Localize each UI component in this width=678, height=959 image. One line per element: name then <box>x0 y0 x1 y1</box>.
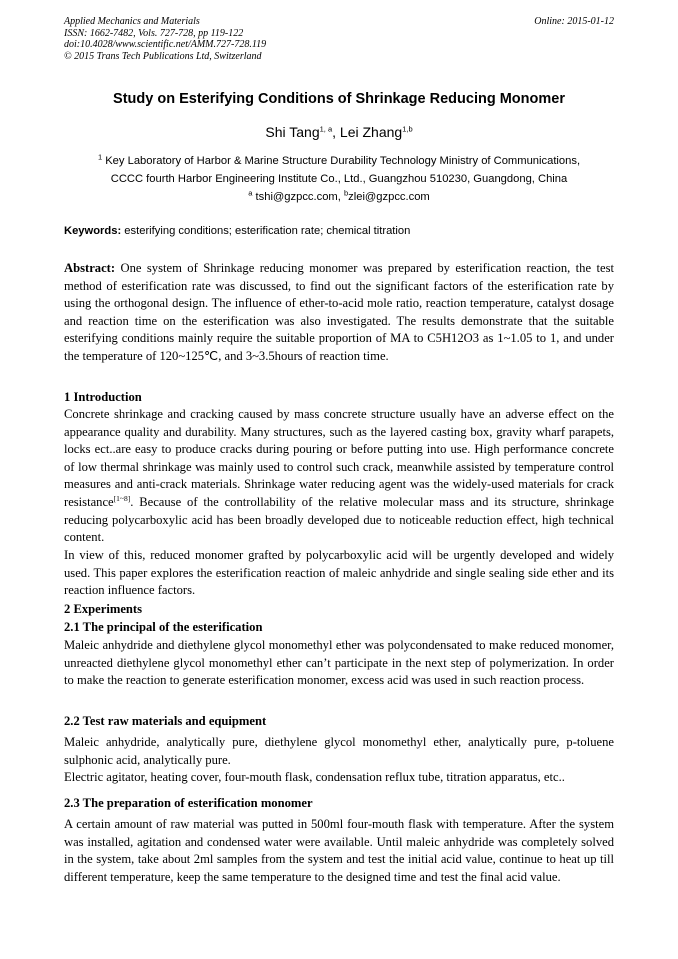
affiliation-line: $^1$ Key Laboratory of Harbor & Marine Structure Durability Technology Ministry of Communications, <box>97 152 581 167</box>
author-list <box>40 124 638 140</box>
affiliation-line: CCCC fourth Harbor Engineering Institute Co., Ltd., Guangzhou 510230, Guangdong, China <box>110 173 568 185</box>
author-separator: , <box>332 124 340 140</box>
abstract-text: One system of Shrinkage reducing monomer was prepared by esterification reaction, the test method of esterification rate was discussed, to find out the significant factors of the esterification rate by using the orthogonal design. The influence of ether-to-acid mole ratio, reaction temperature, catalyst dosage and reaction time on the esterification was also investigated. The results demonstrate that the suitable esterifying conditions mainly require the suitable proportion of MA to C5H12O3 as 1~1.05 to 1, and under the temperature of 120~125℃, and 3~3.5hours of reaction time. <box>64 261 614 363</box>
issn-line: ISSN: 1662-7482, Vols. 727-728, pp 119-122 <box>64 27 244 39</box>
email-address: zlei@gzpcc.com <box>348 191 430 203</box>
section-heading: 2 Experiments <box>64 602 143 616</box>
paper-title: Study on Esterifying Conditions of Shrinkage Reducing Monomer <box>113 91 565 107</box>
subsection-heading: 2.3 The preparation of esterification monomer <box>64 796 313 810</box>
keywords-text: esterifying conditions; esterification rate; chemical titration <box>121 225 411 237</box>
email-line <box>40 188 638 206</box>
copyright-line: © 2015 Trans Tech Publications Ltd, Switzerland <box>64 50 262 62</box>
abstract-label: Abstract: <box>64 261 116 275</box>
affiliation-mark: 1 <box>97 152 103 162</box>
equipment-paragraph: Electric agitator, heating cover, four-mouth flask, condensation reflux tube, titration apparatus, etc.. <box>64 770 565 784</box>
preparation-paragraph: A certain amount of raw material was putted in 500ml four-mouth flask with temperature. After the system was installed, agitation and condensed water were available. Until maleic anhydride was completely solved in the system, take about 2ml samples from the system and test the initial acid value, continue to heat up till different temperature, keep the same temperature to the designed time and test the final acid value. <box>64 817 614 884</box>
intro-paragraph: Concrete shrinkage and cracking caused by mass concrete structure usually have an adverse effect on the appearance quality and durability. Many structures, such as the layered casting box, gravity wharf parapets, locks ect..are easy to produce cracks during pouring or before putting into use. High performance concrete of low thermal shrinkage was mainly used to control such crack, meanwhile assisted by temperature control measures and anti-crack materials. Shrinkage water reducing agent was the widely-used materials for crack resistance[1~8]. Because of the controllability of the relative molecular mass and its structure, shrinkage reducing polycarboxylic acid has been broadly developed due to noticeable reduction effect, high technical content. <box>64 407 614 545</box>
principle-paragraph: Maleic anhydride and diethylene glycol monomethyl ether was polycondensated to make reduced monomer, unreacted diethylene glycol monomethyl ether can’t participate in the next step of polymerization. In order to make the reaction to generate esterification monomer, excess acid was used in such reaction process. <box>64 638 614 688</box>
online-date: Online: 2015-01-12 <box>534 16 614 27</box>
keywords <box>64 225 624 237</box>
abstract <box>64 260 614 366</box>
affiliation-block <box>40 152 638 206</box>
section-heading: 1 Introduction <box>64 390 142 404</box>
author-affiliation-mark: 1, a <box>319 124 333 134</box>
journal-header <box>64 16 444 62</box>
email-address: tshi@gzpcc.com, <box>252 191 344 203</box>
keywords-label: Keywords: <box>64 225 122 237</box>
intro-paragraph: In view of this, reduced monomer grafted by polycarboxylic acid will be urgently developed and widely used. This paper explores the esterification reaction of maleic anhydride and single sealing side ether and its reaction influence factors. <box>64 548 614 598</box>
doi-line: doi:10.4028/www.scientific.net/AMM.727-728.119 <box>64 39 267 50</box>
subsection-heading: 2.1 The principal of the esterification <box>64 620 263 634</box>
email-mark: b <box>343 188 349 198</box>
subsection-heading: 2.2 Test raw materials and equipment <box>64 714 267 728</box>
journal-name: Applied Mechanics and Materials <box>64 16 200 27</box>
email-mark: a <box>248 188 253 198</box>
citation: [1~8] <box>113 493 131 503</box>
author-name: Shi Tang <box>265 124 320 140</box>
materials-paragraph: Maleic anhydride, analytically pure, diethylene glycol monomethyl ether, analytically pure, p-toluene sulphonic acid, analytically pure. <box>64 735 614 767</box>
author-name: Lei Zhang <box>339 124 403 140</box>
author-affiliation-mark: 1,b <box>402 124 413 134</box>
